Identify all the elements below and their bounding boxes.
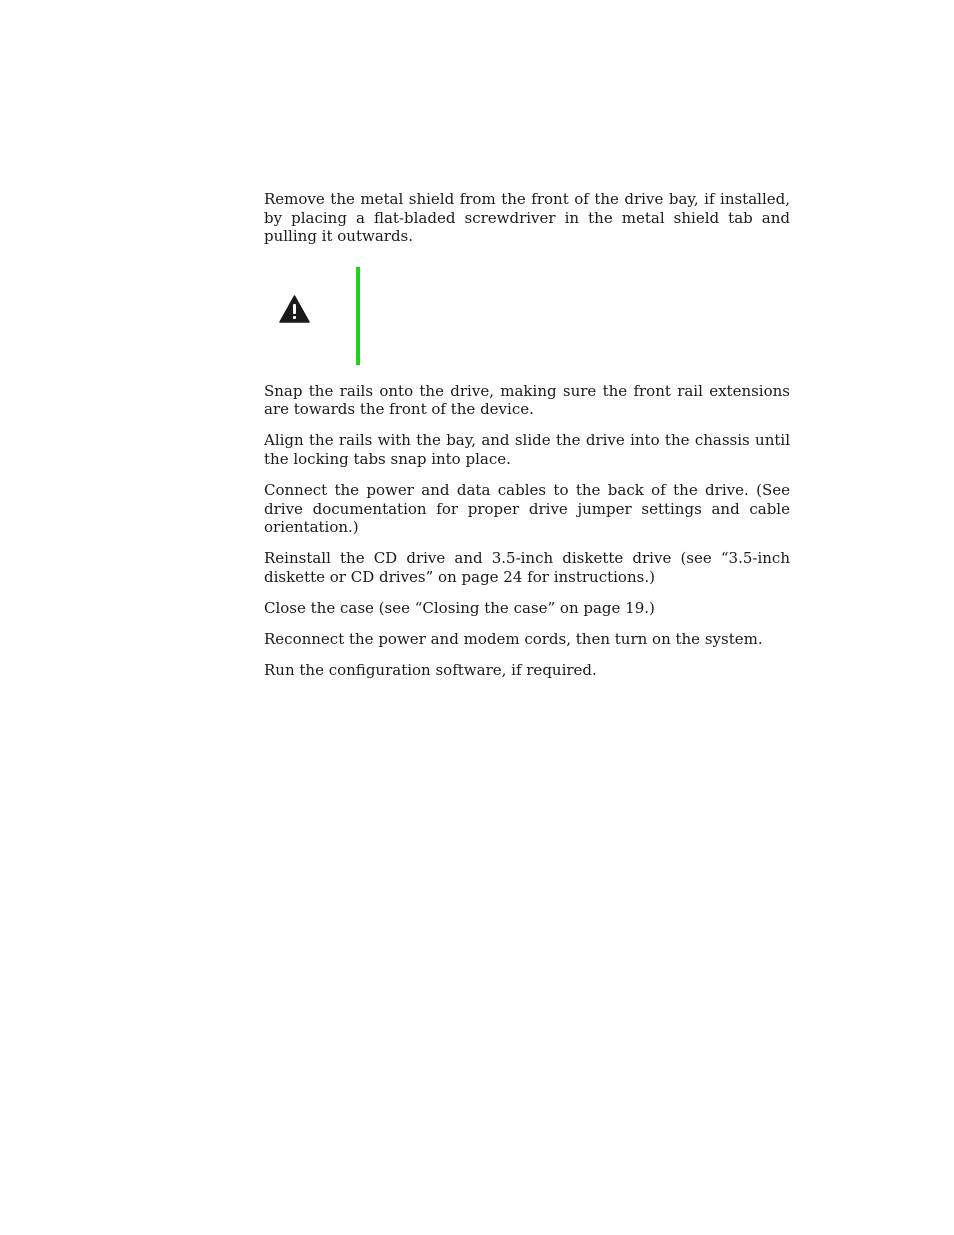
step-snap-rails: Snap the rails onto the drive, making sure the front rail extensions are towards the front of the device. [264,381,790,419]
step-close-case: Close the case (see “Closing the case” on page 19.) [264,598,655,617]
caution-bar [356,267,360,365]
step-connect-cables: Connect the power and data cables to the back of the drive. (See drive documentation for proper drive jumper settings and cable orientation.) [264,480,790,537]
step-run-config: Run the configuration software, if required. [264,660,597,679]
warning-triangle-icon [279,295,310,323]
caution-callout [264,267,790,365]
step-remove-shield: Remove the metal shield from the front of the drive bay, if installed, by placing a flat-bladed screwdriver in the metal shield tab and pulling it outwards. [264,190,790,246]
step-align-rails: Align the rails with the bay, and slide the drive into the chassis until the locking tabs snap into place. [264,431,790,468]
instruction-steps [264,190,790,679]
step-reinstall-drives: Reinstall the CD drive and 3.5-inch diskette drive (see “3.5-inch diskette or CD drives” on page 24 for instructions.) [264,549,790,586]
step-reconnect-power: Reconnect the power and modem cords, then turn on the system. [264,629,763,648]
